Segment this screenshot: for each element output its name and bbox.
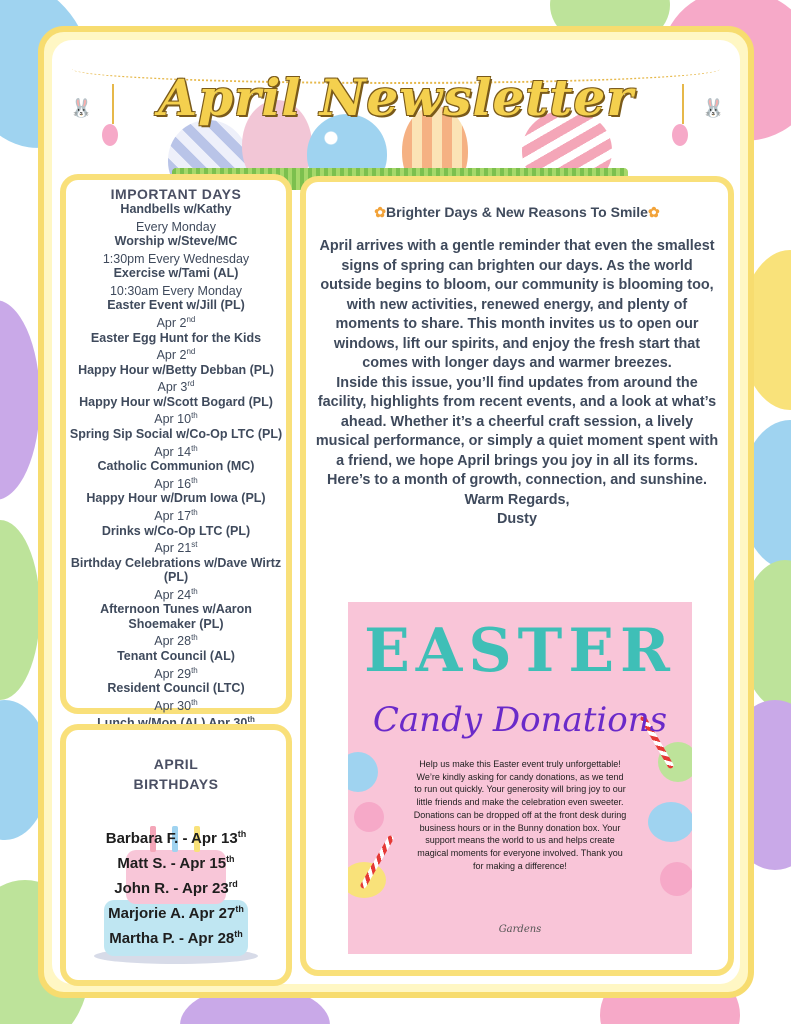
event-name: Spring Sip Social w/Co-Op LTC (PL) bbox=[69, 427, 283, 442]
event-name: Drinks w/Co-Op LTC (PL) bbox=[101, 523, 251, 538]
birthdays-title bbox=[66, 754, 286, 794]
event-date-text: Apr 28 bbox=[154, 634, 192, 649]
poster-body-paragraph: Help us make this Easter event truly unforgettable! We’re kindly asking for candy donations, as we tend to run out quickly. Your generosity will bring joy to our little friends and make the celebration even sweeter. bbox=[414, 759, 626, 808]
event-name: Birthday Celebrations w/Dave Wirtz (PL) bbox=[70, 555, 282, 585]
birthday-suffix: th bbox=[234, 929, 243, 939]
birthday-suffix: th bbox=[226, 854, 235, 864]
birthday-item bbox=[66, 899, 286, 924]
candy-icon bbox=[348, 752, 378, 792]
event-date-text: 1:30pm Every Wednesday bbox=[102, 251, 250, 266]
event-date-suffix: th bbox=[191, 697, 198, 707]
event-date-text: Apr 3 bbox=[157, 380, 188, 395]
article-heading bbox=[314, 204, 720, 221]
hanging-egg-icon bbox=[672, 124, 688, 146]
event-date bbox=[66, 281, 286, 299]
article-paragraph: Here’s to a month of growth, connection, and sunshine. bbox=[326, 472, 708, 488]
event-date-suffix: nd bbox=[186, 347, 196, 357]
candy-icon bbox=[648, 802, 692, 842]
birthday-item bbox=[66, 824, 286, 849]
event-item bbox=[66, 427, 286, 459]
event-item bbox=[66, 298, 286, 330]
event-date bbox=[66, 345, 286, 363]
event-item bbox=[66, 556, 286, 603]
page-title: April Newsletter bbox=[158, 68, 634, 127]
birthday-text: Martha P. - Apr 28 bbox=[109, 930, 235, 947]
poster-body bbox=[412, 758, 628, 872]
birthday-item bbox=[66, 924, 286, 949]
birthdays-title-line1: APRIL bbox=[153, 756, 199, 772]
event-date-text: Apr 2 bbox=[156, 348, 187, 363]
important-days-panel bbox=[60, 174, 292, 725]
event-date bbox=[66, 538, 286, 556]
event-date bbox=[66, 442, 286, 460]
article bbox=[314, 204, 720, 530]
event-date-text: Apr 10 bbox=[154, 412, 192, 427]
birthday-suffix: th bbox=[237, 829, 247, 839]
birthday-text: John R. - Apr 23 bbox=[114, 880, 229, 897]
event-item bbox=[66, 395, 286, 427]
birthday-text: Marjorie A. Apr 27 bbox=[108, 905, 236, 922]
candy-icon bbox=[354, 802, 384, 832]
event-item bbox=[66, 524, 286, 556]
event-date bbox=[66, 217, 286, 235]
event-date bbox=[66, 664, 286, 682]
poster-title: EASTER bbox=[364, 616, 676, 686]
event-item bbox=[66, 649, 286, 681]
event-date bbox=[66, 313, 286, 331]
poster-body-paragraph: Donations can be dropped off at the front desk during business hours or in the Bunny donation box. Your support means the world to us and helps create magical moments for everyone involved. Thank you for making a difference! bbox=[413, 809, 627, 871]
event-date-text: Apr 30 bbox=[154, 698, 192, 713]
event-name: Resident Council (LTC) bbox=[107, 681, 245, 696]
event-date-text: Apr 21 bbox=[154, 541, 192, 556]
event-item bbox=[66, 234, 286, 266]
event-date-suffix: th bbox=[191, 665, 198, 675]
background-egg bbox=[0, 520, 40, 700]
event-date-text: Apr 14 bbox=[154, 444, 192, 459]
birthday-suffix: th bbox=[235, 904, 244, 914]
event-date-suffix: th bbox=[191, 411, 198, 421]
birthday-text: Barbara F. - Apr 13 bbox=[105, 830, 238, 847]
article-paragraph: Inside this issue, you’ll find updates from around the facility, highlights from recent events, and a look at what’s ahead. Whether it’s a cheerful craft session, a lively musical performance, or simply a quiet moment spent with a friend, we hope April brings you joy in all its forms. bbox=[315, 374, 719, 469]
event-date bbox=[66, 409, 286, 427]
event-name: Happy Hour w/Betty Debban (PL) bbox=[78, 362, 274, 377]
event-item bbox=[66, 202, 286, 234]
hanging-egg-icon bbox=[102, 124, 118, 146]
event-date-text: Apr 29 bbox=[154, 666, 192, 681]
event-item bbox=[66, 266, 286, 298]
event-last-sup: th bbox=[247, 715, 255, 725]
bunny-icon: 🐰 bbox=[702, 98, 725, 118]
event-date-suffix: th bbox=[191, 443, 198, 453]
event-name: Handbells w/Kathy bbox=[120, 202, 232, 216]
events-list bbox=[66, 202, 286, 713]
event-date-suffix: st bbox=[191, 540, 198, 550]
flower-icon: ✿ bbox=[374, 204, 387, 220]
event-name: Easter Egg Hunt for the Kids bbox=[90, 330, 262, 345]
event-date bbox=[66, 474, 286, 492]
event-date-suffix: th bbox=[191, 586, 198, 596]
bunny-icon: 🐰 bbox=[70, 98, 93, 118]
event-date bbox=[66, 585, 286, 603]
event-item bbox=[66, 363, 286, 395]
event-name: Happy Hour w/Drum Iowa (PL) bbox=[86, 491, 266, 506]
article-heading-text: Brighter Days & New Reasons To Smile bbox=[386, 204, 648, 220]
event-item bbox=[66, 331, 286, 363]
event-item bbox=[66, 491, 286, 523]
event-date-text: 10:30am Every Monday bbox=[109, 283, 242, 298]
event-date-text: Apr 2 bbox=[156, 316, 187, 331]
birthdays-title-line2: BIRTHDAYS bbox=[133, 776, 219, 792]
event-date-text: Apr 16 bbox=[154, 476, 192, 491]
event-date-suffix: nd bbox=[186, 314, 196, 324]
event-date-text: Every Monday bbox=[136, 219, 216, 234]
event-item bbox=[66, 459, 286, 491]
poster-subtitle: Candy Donations bbox=[372, 700, 668, 740]
event-date bbox=[66, 506, 286, 524]
important-days-title: IMPORTANT DAYS bbox=[110, 186, 242, 202]
birthday-text: Matt S. - Apr 15 bbox=[117, 855, 227, 872]
background-egg bbox=[0, 300, 40, 500]
event-name: Afternoon Tunes w/Aaron Shoemaker (PL) bbox=[100, 602, 252, 631]
event-date bbox=[66, 696, 286, 714]
event-name: Catholic Communion (MC) bbox=[97, 459, 255, 474]
event-name: Tenant Council (AL) bbox=[117, 649, 235, 664]
event-name: Easter Event w/Jill (PL) bbox=[107, 298, 245, 313]
event-date-suffix: th bbox=[191, 633, 198, 643]
event-date bbox=[66, 377, 286, 395]
article-paragraph: April arrives with a gentle reminder that even the smallest signs of spring can brighten our days. As the world outside begins to bloom, our community is blooming too, with new activities, renewed energy, and plenty of moments to share. This month invites us to open our windows, lift our spirits, and enjoy the fresh start that comes with longer days and warmer breezes. bbox=[319, 238, 715, 371]
article-signoff: Warm Regards, bbox=[464, 491, 570, 508]
event-name: Exercise w/Tami (AL) bbox=[113, 266, 239, 281]
event-date-suffix: th bbox=[191, 507, 198, 517]
birthday-item bbox=[66, 849, 286, 874]
birthday-list bbox=[66, 824, 286, 949]
event-date-text: Apr 17 bbox=[154, 509, 192, 524]
event-date-suffix: rd bbox=[187, 379, 195, 389]
flower-icon: ✿ bbox=[647, 204, 660, 220]
event-date-suffix: th bbox=[191, 475, 198, 485]
candy-icon bbox=[660, 862, 692, 896]
event-item bbox=[66, 602, 286, 649]
gardens-logo: Gardens bbox=[498, 924, 542, 935]
event-name: Worship w/Steve/MC bbox=[114, 234, 238, 249]
birthdays-panel bbox=[60, 724, 292, 986]
event-date-text: Apr 24 bbox=[154, 587, 192, 602]
event-date bbox=[66, 631, 286, 649]
article-signature: Dusty bbox=[497, 511, 537, 527]
event-name: Happy Hour w/Scott Bogard (PL) bbox=[79, 394, 273, 409]
main-article-panel bbox=[300, 176, 734, 976]
newsletter-header bbox=[52, 40, 740, 180]
easter-candy-poster bbox=[348, 602, 692, 954]
event-item bbox=[66, 681, 286, 713]
birthday-item bbox=[66, 874, 286, 899]
event-date bbox=[66, 249, 286, 267]
birthday-suffix: rd bbox=[228, 879, 238, 889]
